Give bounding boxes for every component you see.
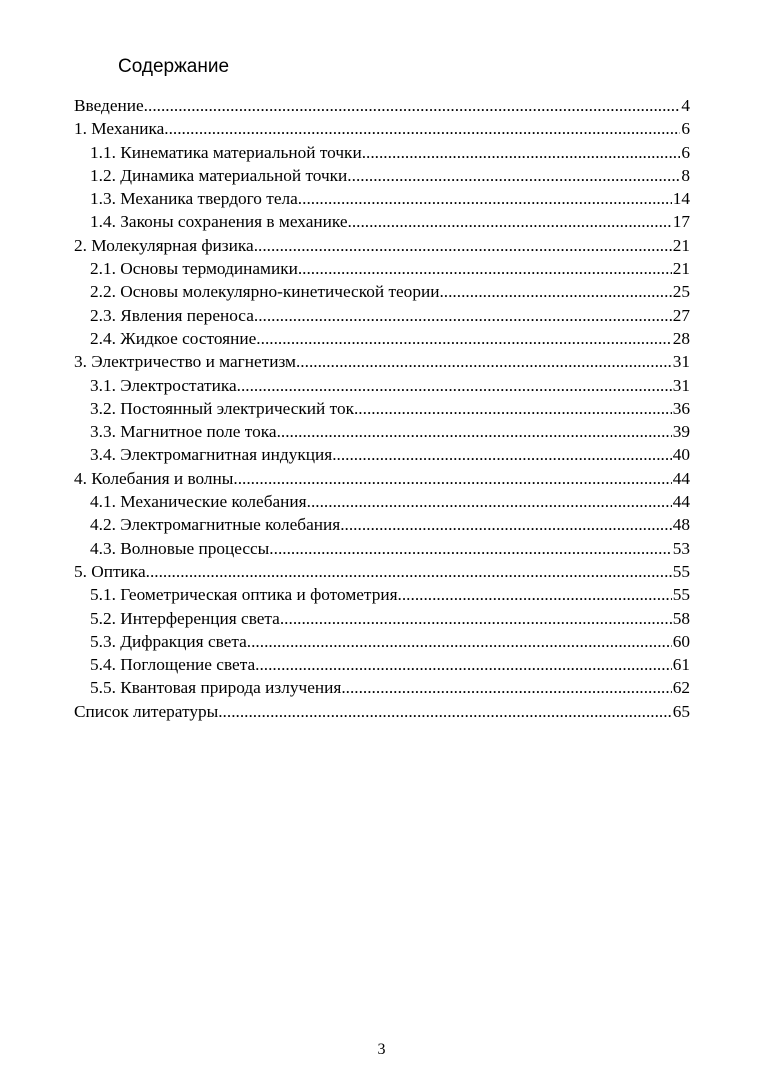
toc-entry-title: 4.1. Механические колебания <box>90 492 307 512</box>
toc-dot-leader <box>398 583 672 606</box>
toc-entry-page: 14 <box>672 189 690 209</box>
toc-entry-title: 2.2. Основы молекулярно-кинетической теории <box>90 282 440 302</box>
toc-entry-title: 5.4. Поглощение света <box>90 655 256 675</box>
toc-dot-leader <box>362 141 681 164</box>
toc-entry-title: 1.4. Законы сохранения в механике <box>90 212 348 232</box>
toc-entry-page: 65 <box>672 701 690 721</box>
toc-entry <box>74 443 690 466</box>
toc-entry-page: 8 <box>681 165 690 185</box>
toc-dot-leader <box>269 537 671 560</box>
table-of-contents <box>74 94 690 723</box>
toc-dot-leader <box>296 350 672 373</box>
toc-entry-title: 2. Молекулярная физика <box>74 235 254 255</box>
toc-dot-leader <box>341 676 671 699</box>
toc-entry-page: 25 <box>672 282 690 302</box>
toc-entry <box>74 513 690 536</box>
toc-dot-leader <box>439 280 671 303</box>
toc-entry-title: 1.2. Динамика материальной точки <box>90 165 348 185</box>
toc-entry-page: 61 <box>672 655 690 675</box>
toc-dot-leader <box>144 94 681 117</box>
toc-entry <box>74 141 690 164</box>
toc-dot-leader <box>256 327 671 350</box>
toc-entry-page: 31 <box>672 352 690 372</box>
toc-entry-page: 6 <box>681 119 690 139</box>
toc-entry-page: 27 <box>672 305 690 325</box>
toc-entry-page: 58 <box>672 608 690 628</box>
toc-entry-page: 48 <box>672 515 690 535</box>
toc-entry-page: 21 <box>672 259 690 279</box>
toc-dot-leader <box>298 257 672 280</box>
toc-entry-title: 2.4. Жидкое состояние <box>90 328 257 348</box>
toc-entry <box>74 350 690 373</box>
toc-entry <box>74 700 690 723</box>
page-number: 3 <box>377 1041 386 1058</box>
toc-entry <box>74 94 690 117</box>
toc-entry-title: 3.1. Электростатика <box>90 375 237 395</box>
toc-entry-page: 28 <box>672 328 690 348</box>
toc-dot-leader <box>277 420 672 443</box>
toc-entry-page: 6 <box>681 142 690 162</box>
toc-entry <box>74 583 690 606</box>
toc-entry-page: 40 <box>672 445 690 465</box>
toc-entry-title: 3. Электричество и магнетизм <box>74 352 296 372</box>
toc-entry-page: 55 <box>672 585 690 605</box>
toc-entry-title: 5.5. Квантовая природа излучения <box>90 678 342 698</box>
toc-dot-leader <box>354 397 672 420</box>
toc-entry <box>74 676 690 699</box>
toc-entry <box>74 327 690 350</box>
toc-entry-page: 53 <box>672 538 690 558</box>
toc-entry-page: 21 <box>672 235 690 255</box>
toc-entry <box>74 607 690 630</box>
toc-entry-title: 4.3. Волновые процессы <box>90 538 270 558</box>
toc-entry <box>74 187 690 210</box>
toc-dot-leader <box>237 374 672 397</box>
toc-dot-leader <box>347 164 680 187</box>
toc-dot-leader <box>254 304 672 327</box>
toc-entry <box>74 490 690 513</box>
toc-entry <box>74 374 690 397</box>
toc-entry-title: 5. Оптика <box>74 561 146 581</box>
toc-entry <box>74 210 690 233</box>
toc-entry <box>74 537 690 560</box>
toc-dot-leader <box>307 490 672 513</box>
toc-dot-leader <box>233 467 671 490</box>
toc-entry <box>74 467 690 490</box>
toc-entry-title: 5.1. Геометрическая оптика и фотометрия <box>90 585 398 605</box>
toc-entry-title: 1.1. Кинематика материальной точки <box>90 142 362 162</box>
toc-entry-title: 1.3. Механика твердого тела <box>90 189 298 209</box>
toc-dot-leader <box>164 117 680 140</box>
toc-entry-page: 44 <box>672 468 690 488</box>
toc-dot-leader <box>332 443 672 466</box>
toc-entry-title: 3.4. Электромагнитная индукция <box>90 445 333 465</box>
toc-entry-title: 4. Колебания и волны <box>74 468 234 488</box>
toc-entry <box>74 630 690 653</box>
toc-entry-page: 55 <box>672 561 690 581</box>
toc-dot-leader <box>254 234 672 257</box>
toc-entry-title: 2.3. Явления переноса <box>90 305 254 325</box>
toc-entry <box>74 280 690 303</box>
toc-entry-title: 1. Механика <box>74 119 165 139</box>
toc-title: Содержание <box>118 56 230 77</box>
toc-entry-page: 31 <box>672 375 690 395</box>
toc-entry <box>74 304 690 327</box>
toc-entry-title: 3.3. Магнитное поле тока <box>90 422 277 442</box>
toc-entry <box>74 560 690 583</box>
toc-dot-leader <box>348 210 672 233</box>
toc-entry <box>74 420 690 443</box>
toc-entry-page: 39 <box>672 422 690 442</box>
toc-entry-title: 4.2. Электромагнитные колебания <box>90 515 341 535</box>
toc-dot-leader <box>218 700 671 723</box>
toc-dot-leader <box>280 607 672 630</box>
toc-entry <box>74 117 690 140</box>
toc-entry-page: 17 <box>672 212 690 232</box>
toc-dot-leader <box>247 630 672 653</box>
toc-entry <box>74 234 690 257</box>
toc-dot-leader <box>340 513 672 536</box>
toc-dot-leader <box>146 560 672 583</box>
toc-entry-title: 2.1. Основы термодинамики <box>90 259 298 279</box>
toc-entry-title: Введение <box>74 96 144 115</box>
toc-dot-leader <box>298 187 672 210</box>
toc-entry <box>74 257 690 280</box>
toc-entry <box>74 397 690 420</box>
toc-entry-page: 36 <box>672 398 690 418</box>
toc-entry-page: 44 <box>672 492 690 512</box>
toc-entry <box>74 653 690 676</box>
toc-entry <box>74 164 690 187</box>
toc-entry-page: 4 <box>681 96 690 115</box>
toc-dot-leader <box>255 653 672 676</box>
toc-entry-title: 3.2. Постоянный электрический ток <box>90 398 354 418</box>
toc-entry-page: 62 <box>672 678 690 698</box>
toc-entry-title: 5.3. Дифракция света <box>90 631 247 651</box>
toc-entry-title: 5.2. Интерференция света <box>90 608 280 628</box>
toc-entry-title: Список литературы <box>74 701 219 721</box>
toc-entry-page: 60 <box>672 631 690 651</box>
